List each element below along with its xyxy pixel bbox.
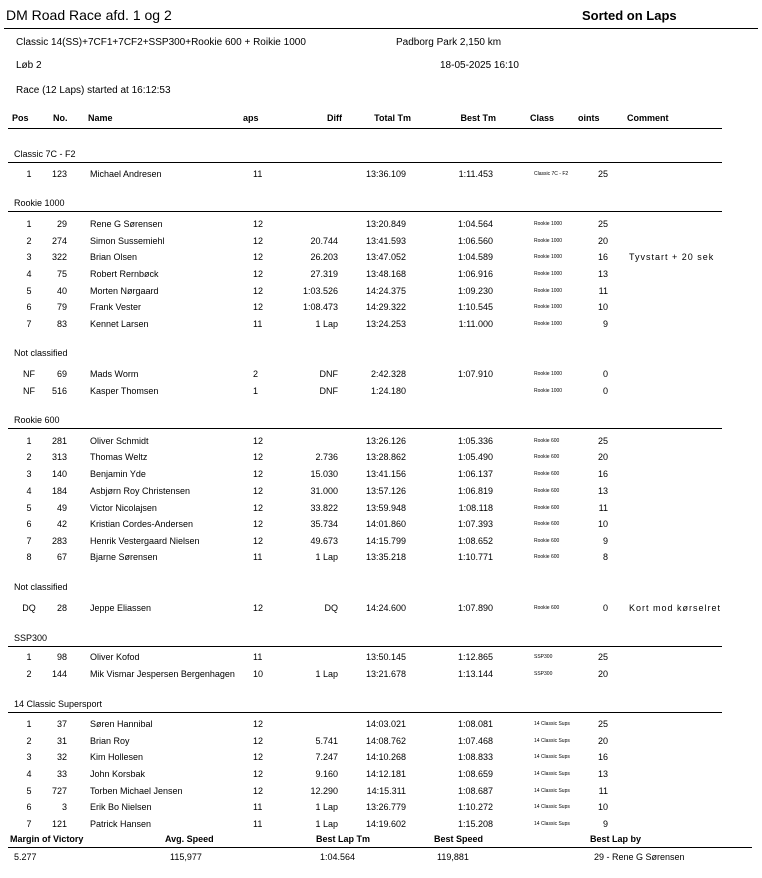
result-cell-class: Rookie 1000 [534,254,563,260]
result-cell-class: Rookie 1000 [534,271,563,277]
section-title: Not classified [14,582,68,592]
result-cell-laps: 11 [253,319,263,329]
result-cell-laps: 12 [253,452,264,462]
section-line [8,646,722,647]
section-title: Classic 7C - F2 [14,149,76,159]
column-header-laps: aps [243,113,259,123]
result-cell-no: 283 [51,536,67,546]
result-cell-points: 20 [597,236,608,246]
result-cell-total: 14:15.799 [365,536,406,546]
result-cell-best: 1:07.910 [457,369,493,379]
result-cell-total: 13:21.678 [365,669,406,679]
result-cell-total: 13:41.156 [365,469,406,479]
result-cell-no: 184 [51,486,67,496]
result-cell-laps: 12 [253,286,264,296]
result-cell-laps: 12 [253,302,264,312]
result-cell-points: 11 [598,286,608,296]
result-cell-points: 0 [602,603,608,613]
result-cell-no: 121 [51,819,67,829]
result-cell-pos: NF [23,386,35,396]
result-cell-class: Rookie 600 [534,438,560,444]
result-cell-class: 14 Classic Sups [534,771,570,777]
result-cell-total: 14:24.600 [365,603,406,613]
result-cell-diff: 27.319 [310,269,338,279]
result-cell-pos: 5 [26,503,32,513]
result-cell-points: 11 [598,786,608,796]
result-cell-laps: 2 [253,369,259,379]
result-cell-name: Victor Nicolajsen [90,503,157,513]
footer-label: Best Lap Tm [316,834,371,844]
result-cell-total: 13:50.145 [365,652,406,662]
result-cell-best: 1:10.545 [457,302,493,312]
result-cell-name: Patrick Hansen [90,819,152,829]
result-cell-total: 13:26.126 [365,436,406,446]
result-cell-best: 1:08.652 [457,536,493,546]
result-cell-best: 1:08.659 [457,769,493,779]
footer-label: Best Speed [434,834,484,844]
result-cell-pos: 4 [26,269,32,279]
result-cell-class: Rookie 600 [534,554,560,560]
result-cell-pos: NF [23,369,35,379]
result-cell-class: 14 Classic Sups [534,788,570,794]
result-cell-name: Michael Andresen [90,169,162,179]
result-cell-points: 13 [597,486,608,496]
result-cell-best: 1:08.118 [458,503,493,513]
result-cell-laps: 11 [253,802,263,812]
result-cell-class: Classic 7C - F2 [534,171,569,177]
result-cell-pos: 7 [26,819,32,829]
result-cell-no: 28 [56,603,67,613]
footer-line [8,847,752,848]
result-cell-name: Oliver Schmidt [90,436,149,446]
result-cell-class: Rookie 600 [534,538,560,544]
result-cell-class: Rookie 1000 [534,304,563,310]
result-cell-diff: 1 Lap [315,802,338,812]
section-title: Rookie 600 [14,415,60,425]
result-cell-no: 140 [51,469,67,479]
result-cell-best: 1:08.081 [457,719,493,729]
result-cell-points: 13 [597,269,608,279]
footer-value: 29 - Rene G Sørensen [594,852,685,862]
result-cell-total: 14:24.375 [365,286,406,296]
result-cell-no: 98 [56,652,67,662]
footer-value: 1:04.564 [320,852,356,862]
result-cell-total: 13:57.126 [365,486,406,496]
result-cell-laps: 10 [253,669,264,679]
result-cell-no: 37 [56,719,67,729]
result-cell-pos: 6 [26,302,32,312]
result-cell-no: 3 [61,802,67,812]
result-cell-name: Bjarne Sørensen [90,552,158,562]
result-cell-total: 13:24.253 [365,319,406,329]
result-cell-pos: 7 [26,319,32,329]
result-cell-diff: DNF [319,386,338,396]
result-cell-name: John Korsbak [90,769,146,779]
result-cell-laps: 12 [253,719,264,729]
result-cell-diff: DQ [324,603,338,613]
result-cell-total: 13:28.862 [365,452,406,462]
column-header-line [8,128,722,129]
result-cell-no: 40 [56,286,67,296]
result-cell-points: 10 [597,519,608,529]
result-cell-pos: 4 [26,486,32,496]
result-cell-no: 49 [56,503,67,513]
result-cell-pos: 6 [26,802,32,812]
result-cell-total: 13:41.593 [365,236,406,246]
result-cell-laps: 12 [253,786,264,796]
result-cell-points: 25 [597,719,608,729]
section-title: SSP300 [14,633,48,643]
header-divider [4,28,758,29]
result-cell-total: 14:29.322 [365,302,406,312]
result-cell-best: 1:04.589 [457,252,493,262]
result-cell-no: 69 [56,369,67,379]
footer-label: Margin of Victory [10,834,84,844]
result-cell-name: Robert Rernbøck [90,269,159,279]
result-cell-no: 67 [56,552,67,562]
column-header-diff: Diff [327,113,342,123]
result-cell-diff: 20.744 [310,236,338,246]
result-cell-class: SSP300 [534,671,553,677]
result-cell-pos: 2 [26,452,32,462]
result-cell-pos: 8 [26,552,32,562]
result-cell-laps: 12 [253,486,264,496]
result-cell-pos: 3 [26,252,32,262]
result-cell-no: 75 [56,269,67,279]
result-cell-class: 14 Classic Sups [534,804,570,810]
result-cell-total: 14:15.311 [366,786,406,796]
result-cell-laps: 11 [253,169,263,179]
result-cell-class: Rookie 600 [534,488,560,494]
result-cell-no: 727 [51,786,67,796]
result-cell-name: Simon Sussemiehl [90,236,165,246]
track-text: Padborg Park 2,150 km [396,37,502,48]
result-cell-name: Jeppe Eliassen [90,603,152,613]
result-cell-pos: 5 [26,286,32,296]
result-cell-name: Henrik Vestergaard Nielsen [90,536,200,546]
result-cell-total: 14:19.602 [365,819,406,829]
result-cell-total: 13:20.849 [365,219,406,229]
result-cell-class: Rookie 600 [534,505,560,511]
result-cell-total: 13:47.052 [365,252,406,262]
result-cell-points: 0 [602,386,608,396]
column-header-best: Best Tm [460,113,496,123]
result-cell-name: Brian Olsen [90,252,138,262]
result-cell-laps: 12 [253,236,264,246]
result-cell-diff: 26.203 [310,252,338,262]
result-cell-pos: 1 [26,436,32,446]
result-cell-name: Mik Vismar Jespersen Bergenhagen [90,669,235,679]
section-title: Rookie 1000 [14,198,65,208]
result-cell-best: 1:10.272 [457,802,493,812]
result-cell-best: 1:08.833 [457,752,493,762]
result-cell-no: 322 [51,252,67,262]
result-cell-diff: 1:08.473 [302,302,338,312]
result-cell-laps: 11 [253,652,263,662]
result-cell-points: 10 [597,302,608,312]
section-line [8,162,722,163]
result-cell-diff: DNF [319,369,338,379]
result-cell-diff: 15.030 [310,469,338,479]
result-cell-total: 14:12.181 [365,769,406,779]
result-cell-class: Rookie 1000 [534,371,563,377]
footer-value: 115,977 [170,852,202,862]
result-cell-name: Morten Nørgaard [90,286,159,296]
result-cell-no: 31 [56,736,67,746]
result-cell-no: 516 [51,386,67,396]
result-cell-no: 29 [56,219,67,229]
result-cell-pos: 1 [26,169,32,179]
result-cell-class: Rookie 600 [534,454,560,460]
result-cell-pos: 3 [26,469,32,479]
footer-label: Avg. Speed [165,834,214,844]
result-cell-total: 13:59.948 [365,503,406,513]
result-cell-name: Kristian Cordes-Andersen [90,519,194,529]
result-cell-laps: 12 [253,503,264,513]
column-header-pos: Pos [12,113,29,123]
result-cell-total: 2:42.328 [370,369,406,379]
result-cell-points: 25 [597,652,608,662]
result-cell-class: Rookie 600 [534,605,560,611]
result-cell-laps: 12 [253,603,264,613]
result-cell-pos: DQ [22,603,36,613]
section-line [8,712,722,713]
result-cell-laps: 12 [253,752,264,762]
result-cell-points: 16 [597,252,608,262]
result-cell-best: 1:05.490 [457,452,493,462]
result-cell-points: 25 [597,219,608,229]
result-cell-total: 14:10.268 [365,752,406,762]
result-cell-no: 274 [51,236,67,246]
result-cell-points: 10 [597,802,608,812]
column-header-no: No. [53,113,68,123]
column-header-class: Class [530,113,555,123]
result-cell-name: Oliver Kofod [90,652,140,662]
result-cell-class: Rookie 1000 [534,288,563,294]
result-cell-laps: 11 [253,552,263,562]
result-cell-no: 42 [56,519,67,529]
result-cell-best: 1:07.393 [457,519,493,529]
datetime-text: 18-05-2025 16:10 [440,60,519,71]
result-cell-diff: 12.290 [310,786,338,796]
result-cell-comment: Kort mod kørselret [629,603,722,613]
result-cell-best: 1:11.000 [458,319,493,329]
result-cell-best: 1:08.687 [457,786,493,796]
result-cell-diff: 2.736 [315,452,338,462]
result-cell-laps: 1 [253,386,259,396]
result-cell-points: 8 [602,552,608,562]
result-cell-class: Rookie 1000 [534,321,563,327]
result-cell-points: 25 [597,169,608,179]
result-cell-laps: 12 [253,469,264,479]
result-cell-class: 14 Classic Sups [534,721,570,727]
result-cell-points: 16 [597,469,608,479]
result-cell-name: Torben Michael Jensen [90,786,183,796]
sort-label: Sorted on Laps [582,8,677,23]
result-cell-points: 0 [602,369,608,379]
result-cell-class: 14 Classic Sups [534,821,570,827]
result-cell-best: 1:10.771 [457,552,493,562]
result-cell-pos: 3 [26,752,32,762]
column-header-total: Total Tm [374,113,411,123]
result-cell-no: 33 [56,769,67,779]
heat-text: Løb 2 [16,60,42,71]
result-cell-total: 13:26.779 [365,802,406,812]
result-cell-no: 32 [56,752,67,762]
result-cell-name: Thomas Weltz [90,452,148,462]
result-cell-name: Frank Vester [90,302,142,312]
report-title: DM Road Race afd. 1 og 2 [6,7,172,23]
result-cell-best: 1:06.560 [457,236,493,246]
result-cell-laps: 12 [253,269,264,279]
result-cell-diff: 5.741 [315,736,338,746]
result-cell-no: 144 [51,669,67,679]
result-cell-best: 1:04.564 [457,219,493,229]
result-cell-best: 1:15.208 [457,819,493,829]
result-cell-total: 14:01.860 [365,519,406,529]
section-line [8,428,722,429]
result-cell-best: 1:13.144 [457,669,493,679]
result-cell-class: Rookie 600 [534,521,560,527]
result-cell-laps: 12 [253,519,264,529]
result-cell-name: Asbjørn Roy Christensen [90,486,191,496]
result-cell-total: 13:36.109 [365,169,406,179]
footer-value: 5.277 [14,852,37,862]
result-cell-best: 1:05.336 [457,436,493,446]
result-cell-class: Rookie 1000 [534,238,563,244]
result-cell-name: Erik Bo Nielsen [90,802,152,812]
result-cell-diff: 35.734 [310,519,338,529]
result-cell-laps: 12 [253,769,264,779]
result-cell-diff: 1 Lap [315,319,338,329]
result-cell-total: 13:35.218 [365,552,406,562]
result-cell-pos: 5 [26,786,32,796]
result-cell-diff: 1 Lap [315,819,338,829]
result-cell-best: 1:06.916 [457,269,493,279]
result-cell-best: 1:11.453 [458,169,493,179]
result-cell-total: 1:24.180 [370,386,406,396]
result-cell-points: 20 [597,452,608,462]
result-cell-total: 14:08.762 [365,736,406,746]
result-cell-class: 14 Classic Sups [534,738,570,744]
result-cell-pos: 7 [26,536,32,546]
result-cell-diff: 7.247 [315,752,338,762]
result-cell-best: 1:07.468 [457,736,493,746]
column-header-comment: Comment [627,113,669,123]
result-cell-name: Kasper Thomsen [90,386,159,396]
result-cell-no: 281 [51,436,67,446]
result-cell-best: 1:07.890 [457,603,493,613]
result-cell-best: 1:06.819 [457,486,493,496]
result-cell-diff: 49.673 [310,536,338,546]
result-cell-points: 9 [602,536,608,546]
classes-text: Classic 14(SS)+7CF1+7CF2+SSP300+Rookie 600 + Roikie 1000 [16,37,306,48]
result-cell-no: 313 [51,452,67,462]
result-cell-points: 13 [597,769,608,779]
result-cell-name: Kim Hollesen [90,752,144,762]
column-header-points: oints [578,113,600,123]
result-cell-pos: 2 [26,736,32,746]
result-cell-name: Søren Hannibal [90,719,153,729]
result-cell-name: Rene G Sørensen [90,219,163,229]
result-cell-points: 11 [598,503,608,513]
result-cell-diff: 31.000 [310,486,338,496]
result-cell-diff: 1 Lap [315,669,338,679]
result-cell-best: 1:06.137 [457,469,493,479]
result-cell-comment: Tyvstart + 20 sek [629,252,715,262]
section-line [8,211,722,212]
column-header-name: Name [88,113,113,123]
result-cell-no: 123 [51,169,67,179]
result-cell-points: 16 [597,752,608,762]
result-cell-class: SSP300 [534,654,553,660]
section-title: Not classified [14,348,68,358]
result-cell-name: Mads Worm [90,369,139,379]
result-cell-laps: 12 [253,219,264,229]
result-cell-points: 9 [602,319,608,329]
result-cell-pos: 1 [26,219,32,229]
result-cell-pos: 2 [26,236,32,246]
result-cell-diff: 9.160 [315,769,338,779]
result-cell-best: 1:09.230 [457,286,493,296]
result-cell-laps: 12 [253,736,264,746]
result-cell-diff: 1:03.526 [302,286,338,296]
section-title: 14 Classic Supersport [14,699,103,709]
result-cell-laps: 12 [253,436,264,446]
result-cell-diff: 1 Lap [315,552,338,562]
race-info: Race (12 Laps) started at 16:12:53 [16,85,171,96]
result-cell-no: 79 [56,302,67,312]
result-cell-class: Rookie 600 [534,471,560,477]
result-cell-diff: 33.822 [310,503,338,513]
result-cell-laps: 11 [253,819,263,829]
result-cell-class: Rookie 1000 [534,221,563,227]
result-cell-laps: 12 [253,536,264,546]
result-cell-points: 9 [602,819,608,829]
result-cell-no: 83 [56,319,67,329]
footer-label: Best Lap by [590,834,642,844]
result-cell-class: 14 Classic Sups [534,754,570,760]
result-cell-pos: 4 [26,769,32,779]
result-cell-pos: 1 [26,719,32,729]
result-cell-points: 20 [597,669,608,679]
result-cell-total: 14:03.021 [365,719,406,729]
result-cell-total: 13:48.168 [365,269,406,279]
result-cell-laps: 12 [253,252,264,262]
footer-value: 119,881 [437,852,469,862]
result-cell-points: 25 [597,436,608,446]
result-cell-pos: 6 [26,519,32,529]
result-cell-name: Benjamin Yde [90,469,146,479]
result-cell-pos: 1 [26,652,32,662]
result-cell-name: Brian Roy [90,736,130,746]
result-cell-points: 20 [597,736,608,746]
result-cell-pos: 2 [26,669,32,679]
result-cell-class: Rookie 1000 [534,388,563,394]
result-cell-best: 1:12.865 [457,652,493,662]
result-cell-name: Kennet Larsen [90,319,149,329]
